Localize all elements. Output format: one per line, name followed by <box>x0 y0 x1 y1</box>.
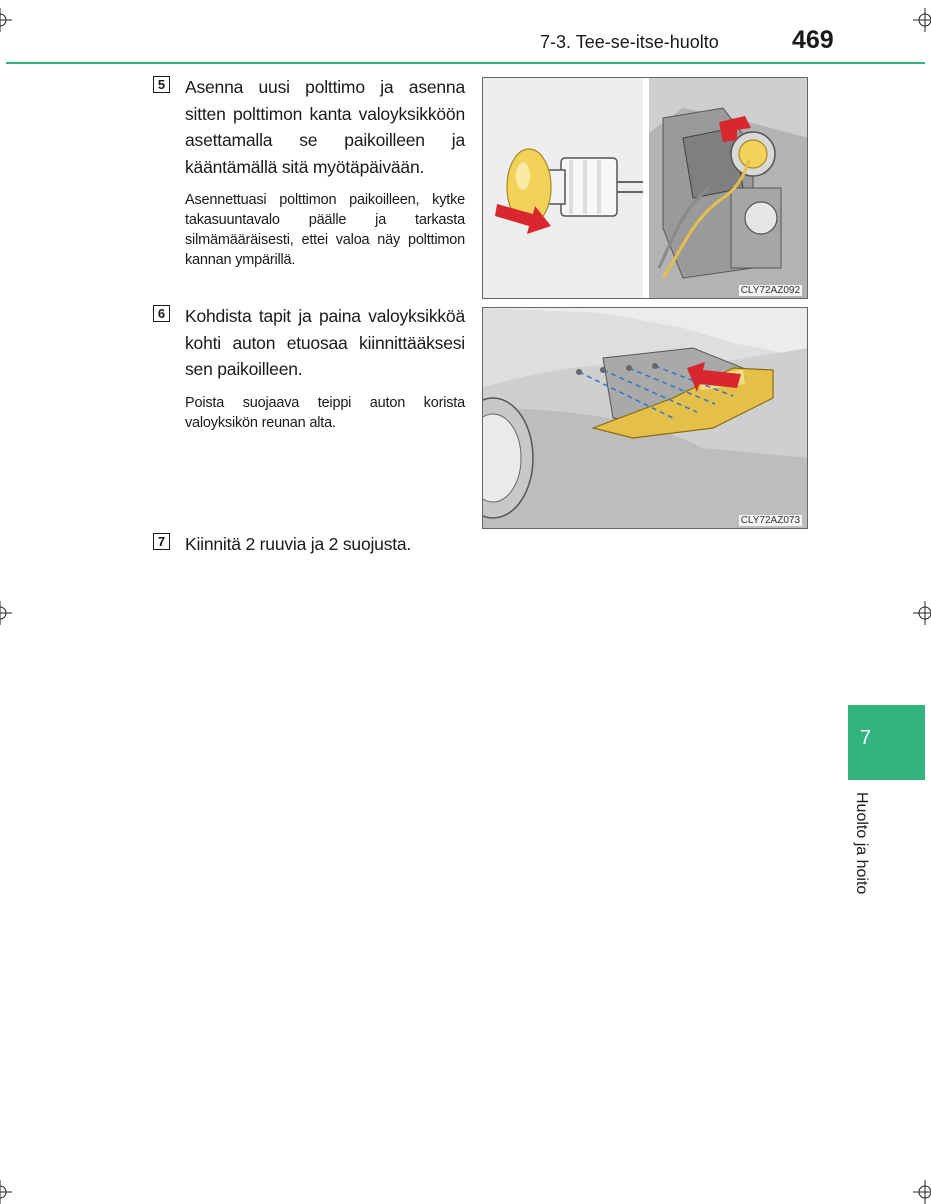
registration-mark-icon <box>913 1180 931 1204</box>
bulb-installation-illustration <box>483 78 808 299</box>
step-7 <box>153 531 465 558</box>
figure-code: CLY72AZ073 <box>740 515 800 526</box>
step-6 <box>153 303 465 433</box>
registration-mark-icon <box>0 8 12 32</box>
header-rule <box>6 62 925 64</box>
step-text: Kohdista tapit ja paina valoyksikköä kohti auton etuosaa kiinnittääksesi sen paikoilleen. <box>185 306 465 379</box>
step-number-badge: 5 <box>153 76 170 93</box>
section-title: 7-3. Tee-se-itse-huolto <box>540 32 719 52</box>
registration-mark-icon <box>913 601 931 625</box>
registration-mark-icon <box>0 1180 12 1204</box>
chapter-number: 7 <box>860 727 872 749</box>
registration-mark-icon <box>913 8 931 32</box>
page-number: 469 <box>792 26 834 54</box>
chapter-tab <box>848 705 925 780</box>
lamp-alignment-illustration <box>483 308 808 529</box>
step-text: Kiinnitä 2 ruuvia ja 2 suojusta. <box>185 534 412 554</box>
registration-mark-icon <box>0 601 12 625</box>
figure-bulb-installation <box>482 77 808 299</box>
step-number-badge: 6 <box>153 305 170 322</box>
step-text: Asenna uusi polttimo ja asenna sitten polttimon kanta valoyksikköön asettamalla se paikoilleen ja kääntämällä sitä myötäpäivään. <box>185 77 465 177</box>
step-note: Asennettuasi polttimon paikoilleen, kytke takasuuntavalo päälle ja tarkasta silmämääräisesti, ettei valoa näy polttimon kannan ympärillä. <box>185 192 465 268</box>
step-note: Poista suojaava teippi auton korista valoyksikön reunan alta. <box>185 394 465 431</box>
chapter-label: Huolto ja hoito <box>853 792 870 895</box>
figure-lamp-alignment <box>482 307 808 529</box>
figure-code: CLY72AZ092 <box>740 285 800 296</box>
step-5 <box>153 74 465 270</box>
step-number-badge: 7 <box>153 533 170 550</box>
